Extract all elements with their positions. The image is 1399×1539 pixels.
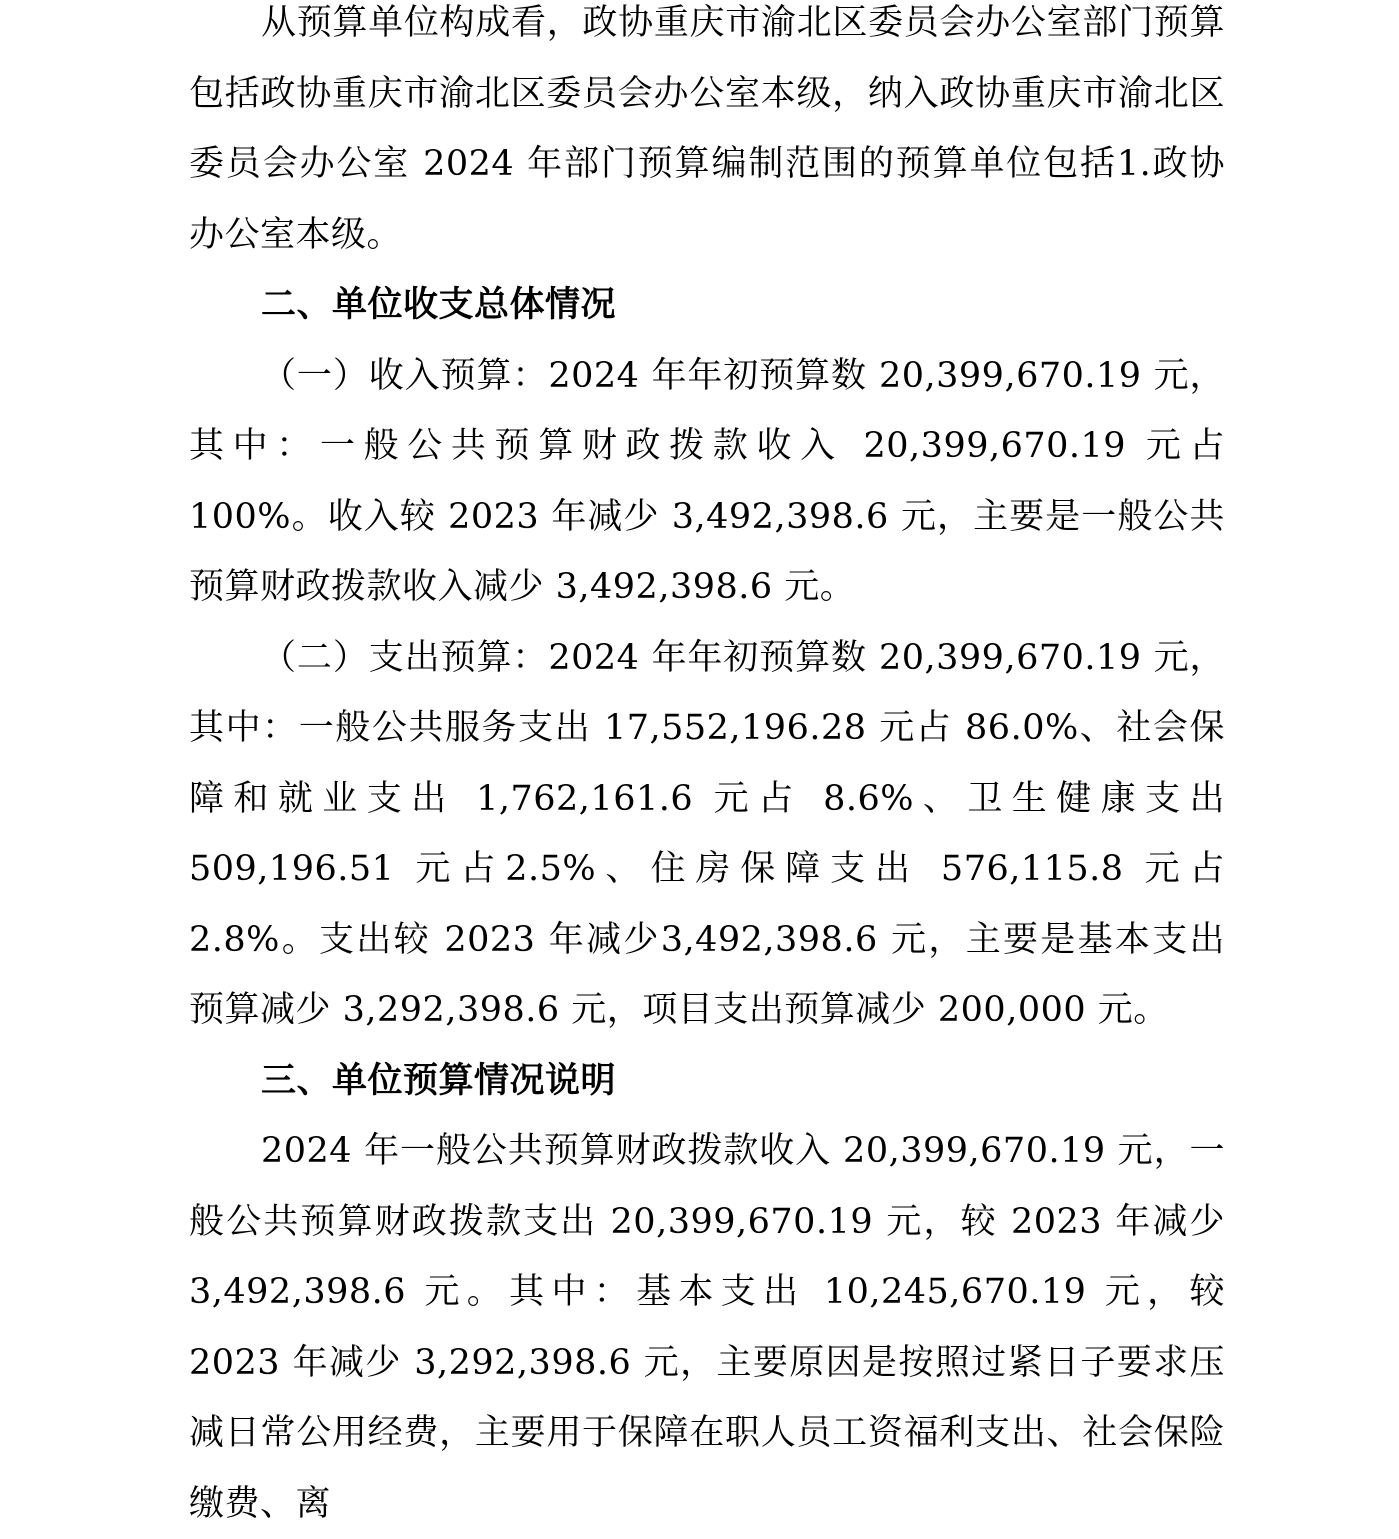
paragraph-budget-units: 从预算单位构成看，政协重庆市渝北区委员会办公室部门预算包括政协重庆市渝北区委员会办公室本级，纳入政协重庆市渝北区委员会办公室 2024 年部门预算编制范围的预算单位包括1.政协办公室本级。 — [189, 3, 1225, 255]
section-heading-income-expense: 二、单位收支总体情况 — [261, 285, 617, 325]
paragraph-expense-budget: （二）支出预算：2024 年年初预算数 20,399,670.19 元，其中：一般公共服务支出 17,552,196.28 元占 86.0%、社会保障和就业支出 1,762,161.6 元占 8.6%、卫生健康支出 509,196.51 元占2.5%、住房保障支出 576,115.8 元占 2.8%。支出较 2023 年减少3,492,398.6 元，主要是基本支出预算减少 3,292,398.6 元，项目支出预算减少 200,000 元。 — [189, 637, 1225, 1030]
paragraph-general-budget: 2024 年一般公共预算财政拨款收入 20,399,670.19 元，一般公共预算财政拨款支出 20,399,670.19 元，较 2023 年减少3,492,398.6 元。其中：基本支出 10,245,670.19 元，较 2023 年减少 3,292,398.6 元，主要原因是按照过紧日子要求压减日常公用经费，主要用于保障在职人员工资福利支出、社会保险缴费、离 — [189, 1131, 1225, 1524]
document-page — [189, 0, 1225, 1539]
paragraph-income-budget: （一）收入预算：2024 年年初预算数 20,399,670.19 元，其中：一般公共预算财政拨款收入 20,399,670.19 元占 100%。收入较 2023 年减少 3,492,398.6 元，主要是一般公共预算财政拨款收入减少 3,492,398.6 元。 — [189, 355, 1225, 607]
section-heading-budget-explanation: 三、单位预算情况说明 — [261, 1060, 617, 1101]
